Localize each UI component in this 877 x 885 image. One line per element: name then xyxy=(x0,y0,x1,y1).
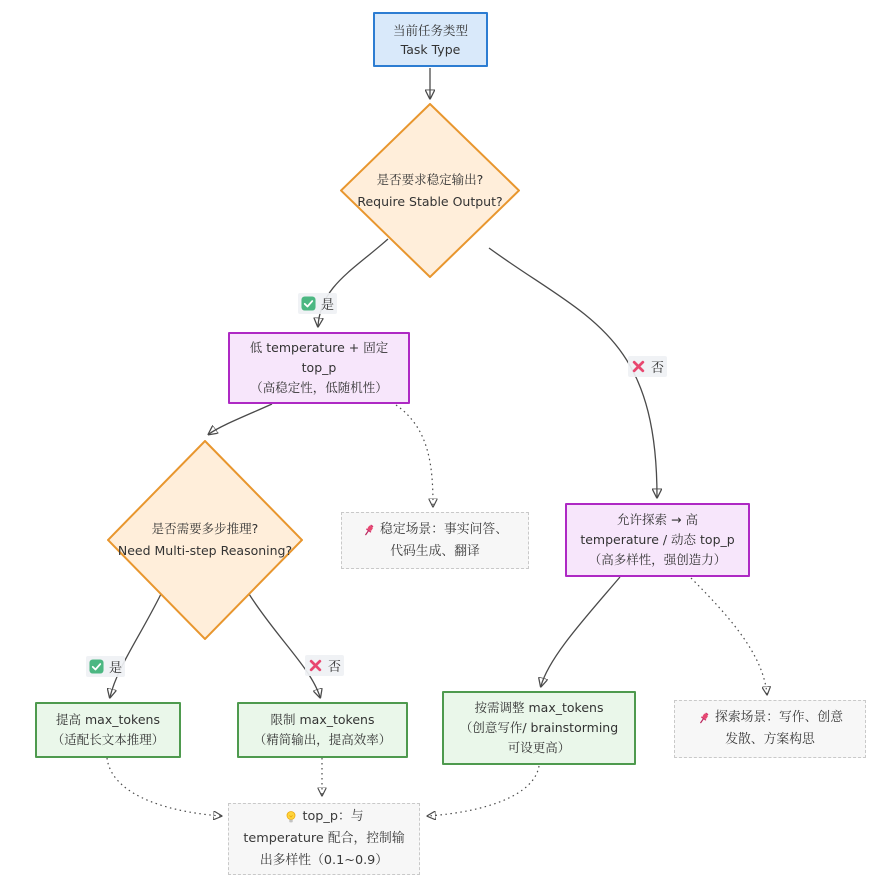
raise-tokens-line2: （适配长文本推理） xyxy=(51,732,165,747)
edge-label-no xyxy=(628,356,667,377)
edge-label-yes xyxy=(298,293,337,314)
edge-adjust-to-note-topp xyxy=(428,766,539,816)
edge-label-yes xyxy=(86,656,125,677)
edge-explore-to-adjust xyxy=(541,577,620,686)
note-stable-line1: 稳定场景：事实问答、 xyxy=(362,519,508,541)
check-icon xyxy=(301,296,316,311)
note-explore-scenarios xyxy=(674,700,866,758)
edge-lowtemp-to-note-stable xyxy=(396,405,433,506)
low-temp-line2: top_p xyxy=(301,360,337,375)
adjust-tokens-line3: 可设更高） xyxy=(507,740,571,755)
bulb-icon xyxy=(284,810,298,824)
note-topp-line3: 出多样性（0.1~0.9） xyxy=(259,853,389,868)
decision-line-en: Require Stable Output? xyxy=(357,193,503,209)
decision-stable-output xyxy=(340,103,520,278)
task-type-node xyxy=(373,12,488,67)
edge-raise-to-note-topp xyxy=(107,758,221,816)
adjust-tokens-line2: （创意写作/ brainstorming xyxy=(459,720,619,735)
note-explore-line1: 探索场景：写作、创意 xyxy=(697,707,843,729)
decision-multistep-reasoning xyxy=(107,440,303,640)
x-icon xyxy=(631,359,646,374)
low-temp-line3: （高稳定性，低随机性） xyxy=(250,380,388,395)
explore-node xyxy=(565,503,750,577)
adjust-max-tokens-node xyxy=(442,691,636,765)
limit-max-tokens-node xyxy=(237,702,408,758)
decision-line-zh: 是否要求稳定输出? xyxy=(376,171,484,187)
explore-line2: temperature / 动态 top_p xyxy=(580,532,735,547)
raise-max-tokens-node xyxy=(35,702,181,758)
decision-stable-output-text xyxy=(340,103,520,278)
decision-line-zh: 是否需要多步推理? xyxy=(151,521,259,536)
note-explore-line2: 发散、方案构思 xyxy=(725,732,815,747)
note-topp-line1: top_p：与 xyxy=(284,806,363,828)
limit-tokens-line2: （精简输出，提高效率） xyxy=(253,732,392,747)
adjust-tokens-line1: 按需调整 max_tokens xyxy=(474,700,604,715)
edge-label-no-text: 否 xyxy=(328,660,342,675)
edge-label-no xyxy=(305,655,344,676)
raise-tokens-line1: 提高 max_tokens xyxy=(56,712,160,727)
limit-tokens-line1: 限制 max_tokens xyxy=(270,712,375,727)
task-type-line-en: Task Type xyxy=(400,41,461,57)
edge-label-yes-text: 是 xyxy=(321,298,335,313)
x-icon xyxy=(308,658,323,673)
decision-line-en: Need Multi-step Reasoning? xyxy=(117,543,293,558)
note-topp-line2: temperature 配合，控制输 xyxy=(243,831,405,846)
note-top-p-tip xyxy=(228,803,420,875)
pin-icon xyxy=(362,523,376,537)
low-temp-line1: 低 temperature + 固定 xyxy=(249,340,389,355)
low-temperature-node xyxy=(228,332,410,404)
task-type-line-zh: 当前任务类型 xyxy=(392,22,468,38)
explore-line1: 允许探索 → 高 xyxy=(617,512,698,527)
note-stable-scenarios xyxy=(341,512,529,569)
edge-label-yes-text: 是 xyxy=(109,661,123,676)
decision-multistep-text xyxy=(107,440,303,640)
edge-label-no-text: 否 xyxy=(651,361,665,376)
explore-line3: （高多样性，强创造力） xyxy=(588,552,727,567)
pin-icon xyxy=(697,711,711,725)
note-stable-line2: 代码生成、翻译 xyxy=(390,543,480,559)
check-icon xyxy=(89,659,104,674)
edge-lowtemp-to-q-multistep xyxy=(209,404,272,434)
edge-explore-to-note-explore xyxy=(691,578,767,694)
